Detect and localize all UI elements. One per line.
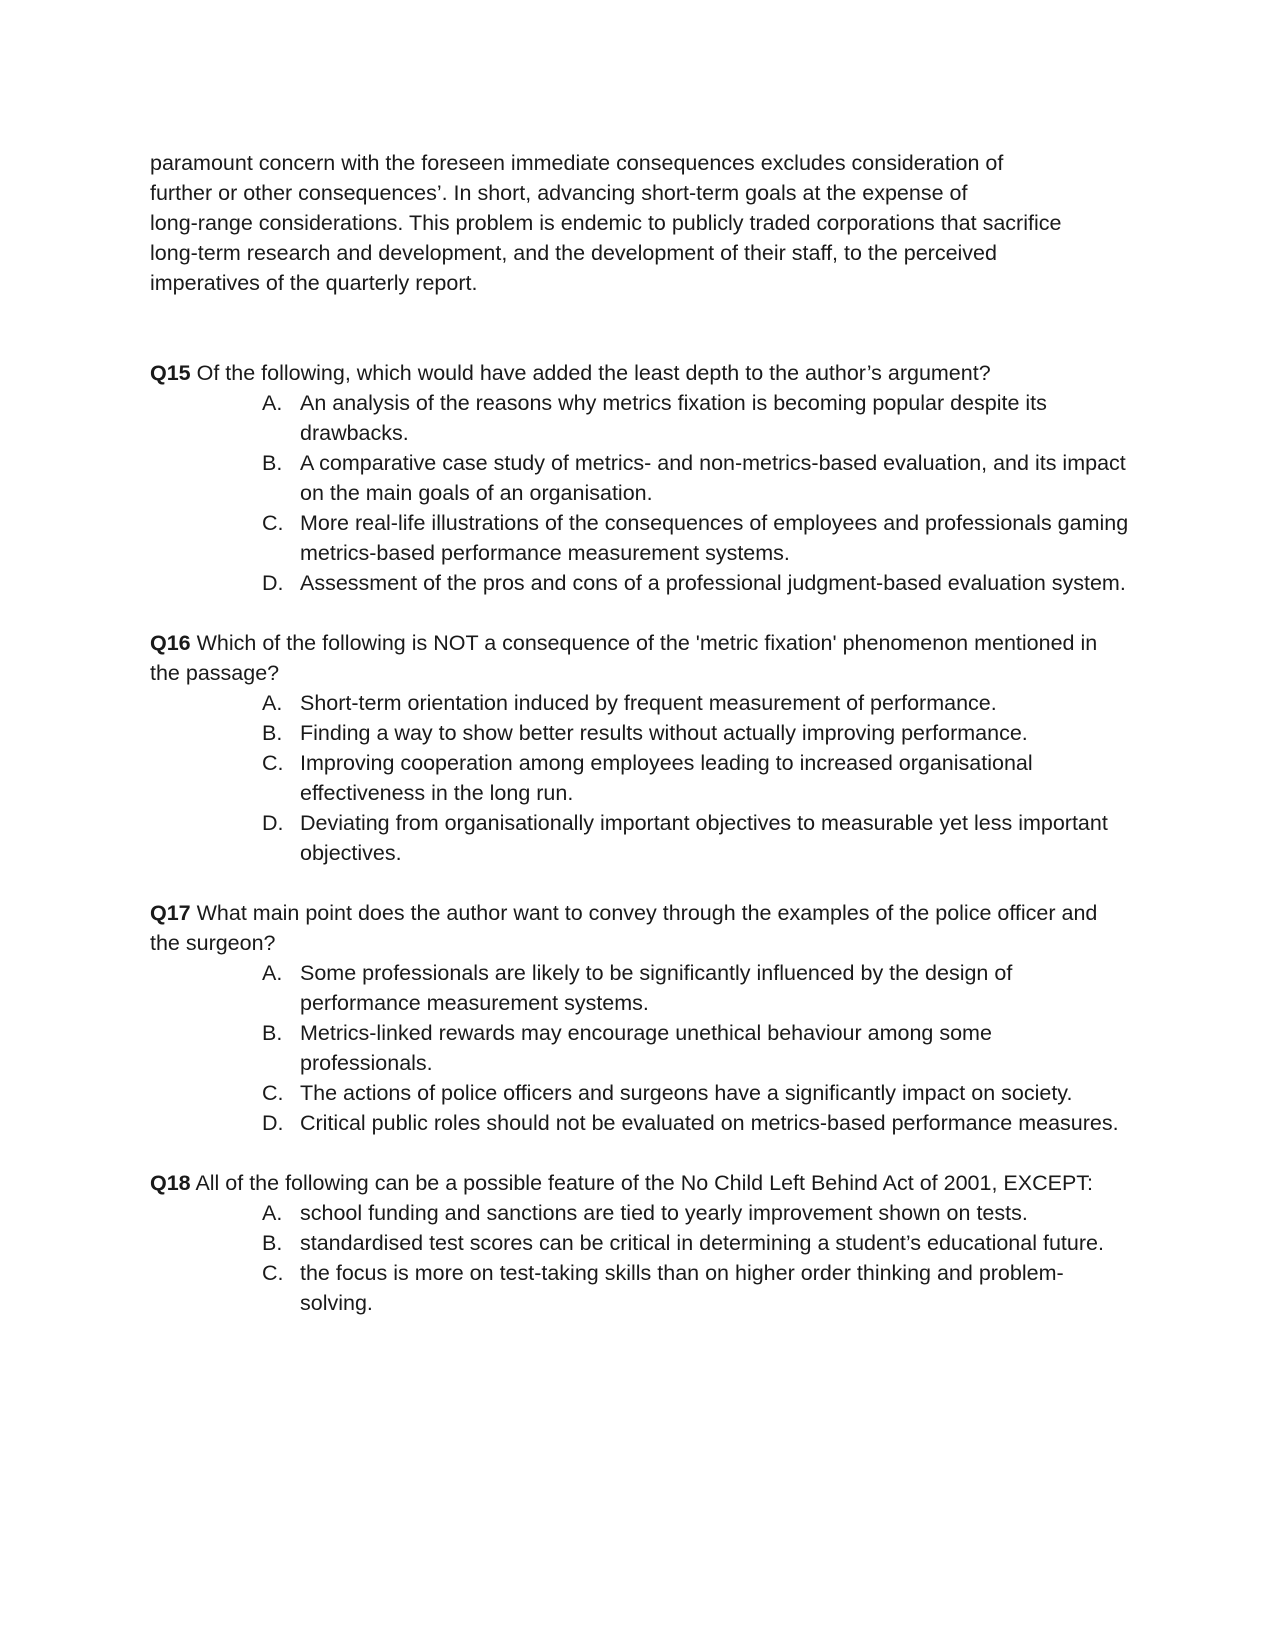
question-text: Which of the following is NOT a consequence of the 'metric fixation' phenomenon mentioned in the passage? xyxy=(150,631,1098,685)
option-list xyxy=(150,388,1130,598)
option-text: An analysis of the reasons why metrics fixation is becoming popular despite its drawbacks. xyxy=(300,391,1047,445)
option-a xyxy=(150,688,1130,718)
option-b xyxy=(150,1228,1130,1258)
question-stem xyxy=(150,1168,1130,1198)
option-text: Deviating from organisationally important objectives to measurable yet less important objectives. xyxy=(300,811,1108,865)
option-letter: A. xyxy=(262,691,283,715)
option-text: school funding and sanctions are tied to yearly improvement shown on tests. xyxy=(300,1201,1028,1225)
option-list xyxy=(150,688,1130,868)
option-b xyxy=(150,1018,1130,1078)
option-letter: C. xyxy=(262,1081,284,1105)
option-text: Metrics-linked rewards may encourage unethical behaviour among some professionals. xyxy=(300,1021,992,1075)
passage-line: imperatives of the quarterly report. xyxy=(150,271,478,295)
option-letter: A. xyxy=(262,961,283,985)
option-text: More real-life illustrations of the consequences of employees and professionals gaming metrics-based performance measurement systems. xyxy=(300,511,1129,565)
option-letter: D. xyxy=(262,811,284,835)
option-letter: C. xyxy=(262,751,284,775)
option-letter: A. xyxy=(262,391,283,415)
question-text: What main point does the author want to convey through the examples of the police officer and the surgeon? xyxy=(150,901,1098,955)
question-text: All of the following can be a possible feature of the No Child Left Behind Act of 2001, EXCEPT: xyxy=(195,1171,1094,1195)
option-c xyxy=(150,1078,1130,1108)
passage-line: further or other consequences’. In short, advancing short-term goals at the expense of xyxy=(150,181,968,205)
question-16 xyxy=(150,628,1130,868)
question-stem xyxy=(150,628,1130,688)
question-17 xyxy=(150,898,1130,1138)
question-number: Q18 xyxy=(150,1171,191,1195)
option-b xyxy=(150,448,1130,508)
option-a xyxy=(150,958,1130,1018)
option-c xyxy=(150,1258,1130,1318)
question-stem xyxy=(150,358,1130,388)
passage-continuation xyxy=(150,148,1130,298)
document-page xyxy=(150,148,1130,1348)
passage-line: long-range considerations. This problem is endemic to publicly traded corporations that sacrifice xyxy=(150,211,1062,235)
option-letter: C. xyxy=(262,511,284,535)
option-letter: B. xyxy=(262,721,283,745)
option-text: standardised test scores can be critical in determining a student’s educational future. xyxy=(300,1231,1104,1255)
option-b xyxy=(150,718,1130,748)
option-a xyxy=(150,1198,1130,1228)
question-18 xyxy=(150,1168,1130,1318)
question-number: Q17 xyxy=(150,901,191,925)
option-text: The actions of police officers and surgeons have a significantly impact on society. xyxy=(300,1081,1073,1105)
option-a xyxy=(150,388,1130,448)
option-letter: B. xyxy=(262,1231,283,1255)
section-gap xyxy=(150,298,1130,358)
question-number: Q16 xyxy=(150,631,191,655)
option-text: Finding a way to show better results without actually improving performance. xyxy=(300,721,1028,745)
option-list xyxy=(150,1198,1130,1318)
option-list xyxy=(150,958,1130,1138)
question-stem xyxy=(150,898,1130,958)
option-c xyxy=(150,748,1130,808)
option-letter: B. xyxy=(262,451,283,475)
option-text: Assessment of the pros and cons of a professional judgment-based evaluation system. xyxy=(300,571,1126,595)
option-letter: D. xyxy=(262,571,284,595)
option-text: Improving cooperation among employees leading to increased organisational effectiveness in the long run. xyxy=(300,751,1033,805)
question-number: Q15 xyxy=(150,361,191,385)
passage-line: long-term research and development, and the development of their staff, to the perceived xyxy=(150,241,997,265)
option-c xyxy=(150,508,1130,568)
option-d xyxy=(150,568,1130,598)
option-letter: C. xyxy=(262,1261,284,1285)
option-d xyxy=(150,1108,1130,1138)
option-d xyxy=(150,808,1130,868)
option-letter: D. xyxy=(262,1111,284,1135)
option-text: A comparative case study of metrics- and non-metrics-based evaluation, and its impact on the main goals of an organisation. xyxy=(300,451,1126,505)
option-text: the focus is more on test-taking skills than on higher order thinking and problem-solving. xyxy=(300,1261,1064,1315)
option-text: Critical public roles should not be evaluated on metrics-based performance measures. xyxy=(300,1111,1119,1135)
option-letter: A. xyxy=(262,1201,283,1225)
question-text: Of the following, which would have added the least depth to the author’s argument? xyxy=(196,361,991,385)
passage-line: paramount concern with the foreseen immediate consequences excludes consideration of xyxy=(150,151,1004,175)
question-15 xyxy=(150,358,1130,598)
option-text: Short-term orientation induced by frequent measurement of performance. xyxy=(300,691,997,715)
option-text: Some professionals are likely to be significantly influenced by the design of performance measurement systems. xyxy=(300,961,1013,1015)
option-letter: B. xyxy=(262,1021,283,1045)
